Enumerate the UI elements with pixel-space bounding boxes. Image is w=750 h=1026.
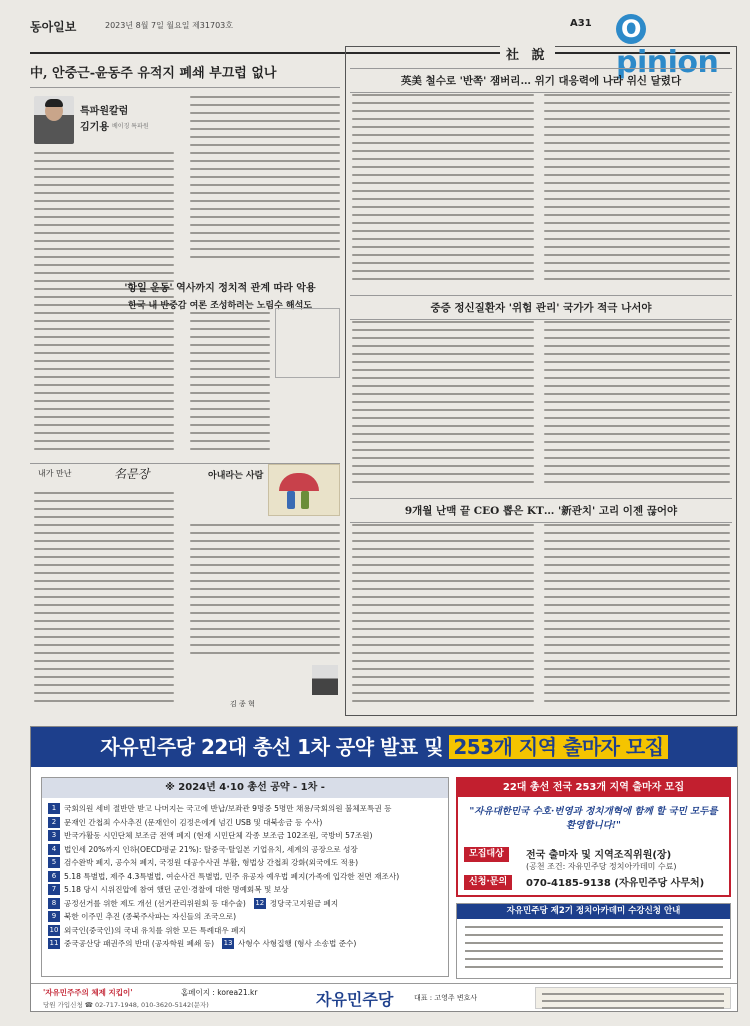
pledge-text: 외국인(중국인)의 국내 유치를 위한 모든 특례대우 폐지: [64, 925, 246, 935]
academy-box: [456, 903, 731, 979]
pledge-number: 12: [255, 898, 265, 907]
party-representative: 대표 : 고영주 변호사: [414, 994, 478, 1002]
column-tag: 특파원칼럼: [80, 106, 129, 117]
essay-author-photo: [312, 665, 338, 695]
recruit-box: [456, 777, 731, 897]
column-author-role: 베이징 특파원: [112, 123, 149, 130]
pledge-box-title: ※ 2024년 4·10 총선 공약 - 1차 -: [42, 778, 448, 798]
pledge-text: 5.18 특별법, 제주 4.3특별법, 여순사건 특별법, 민주 유공자 예우법 폐지(가족에 입각한 전면 재조사): [64, 871, 400, 881]
donation-notice: [535, 987, 731, 1009]
advertisement: [30, 726, 738, 1012]
column-title: 中, 안중근-윤동주 유적지 폐쇄 부끄럽 없나: [30, 62, 340, 88]
pledge-number: 2: [48, 817, 60, 828]
essay-author: 김 종 혁: [230, 700, 255, 708]
pledge-item: [48, 910, 444, 924]
pull-quote-line-1: '항일 운동' 역사까지 정치적 관계 따라 악용: [124, 283, 316, 294]
pledge-item: [48, 802, 444, 816]
pledge-number: 5: [48, 857, 60, 868]
pledge-text: 반국가활동 시민단체 보조금 전액 폐지 (현재 시민단체 각종 보조금 102조원, 국방비 57조원): [64, 831, 373, 841]
pledge-text: 검수완박 폐지, 공수처 폐지, 국정원 대공수사권 부활, 형법상 간첩죄 강화(외국에도 적용): [64, 858, 359, 868]
essay-body-text-2: [190, 524, 340, 660]
pledge-text: 국회의원 세비 절반만 받고 나머지는 국고에 반납/보좌관 9명중 5명만 채용/국회의원 불체포특권 등: [64, 804, 392, 814]
apply-phone: 070-4185-9138 (자유민주당 사무처): [526, 878, 705, 889]
column-body-text-3: [190, 312, 270, 458]
pledge-number: 4: [48, 844, 60, 855]
recruit-section: [456, 777, 731, 977]
pledge-number: 9: [48, 911, 60, 922]
pull-quote-line-2: 한국 내 반중감 여론 조성하려는 노림수 해석도: [128, 301, 312, 311]
party-logo: 자유민주당: [316, 990, 394, 1009]
editorial-title-3: 9개월 난맥 끝 CEO 뽑은 KT… '新관치' 고리 이젠 끊어야: [350, 498, 732, 523]
author-photo: [34, 96, 74, 144]
figure-illustration: [287, 491, 295, 509]
recruit-heading: 22대 총선 전국 253개 지역 출마자 모집: [458, 779, 729, 797]
pledge-text: 정당국고지원금 폐지: [269, 898, 339, 908]
column-sidebar-box: [275, 308, 340, 378]
editorial-1-text-a: [352, 94, 534, 290]
umbrella-illustration: [279, 473, 319, 491]
pledge-number: 3: [48, 830, 60, 841]
pledge-item: [48, 937, 444, 951]
column-author: 김기용: [80, 122, 109, 133]
editorial-3-text-a: [352, 524, 534, 710]
editorial-title-2: 중증 정신질환자 '위험 관리' 국가가 적극 나서야: [350, 295, 732, 320]
academy-heading: 자유민주당 제2기 정치아카데미 수강신청 안내: [457, 904, 730, 919]
pledge-number: 1: [48, 803, 60, 814]
pledge-list: [48, 802, 444, 951]
editorial-2-text-a: [352, 321, 534, 493]
column-body-text-2: [190, 96, 340, 271]
pledge-text: 문재인 간첩죄 수사추진 (문재인이 김정은에게 넘긴 USB 및 대북송금 등 수사): [64, 817, 323, 827]
party-slogan: '자유민주주의 체제 지킵이': [43, 988, 133, 997]
party-contact: 당원 가입신청 ☎ 02-717-1948, 010-3620-5142(문자): [43, 1001, 209, 1009]
essay-illustration: [268, 464, 340, 516]
section-initial: O: [616, 14, 646, 44]
pledge-number: 7: [48, 884, 60, 895]
pledge-number: 10: [49, 925, 59, 934]
target-condition: (공천 조건: 자유민주당 정치아카데미 수료): [526, 862, 677, 871]
pull-quote: [100, 279, 340, 311]
pledge-item: [48, 897, 444, 911]
editorial-label: 社 說: [500, 44, 555, 63]
editorial-1-text-b: [544, 94, 730, 290]
editorial-title-1: 英美 철수로 '반쪽' 잼버리… 위기 대응력에 나라 위신 달렸다: [350, 68, 732, 93]
pledge-number: 6: [48, 871, 60, 882]
pledge-item: [48, 883, 444, 897]
pledge-number: 8: [48, 898, 60, 909]
target-label: 모집대상: [464, 847, 509, 862]
issue-date: 2023년 8월 7일 월요일 제31703호: [105, 21, 233, 30]
ad-headline: [31, 727, 737, 767]
apply-label: 신청·문의: [464, 875, 512, 890]
pledge-item: [48, 924, 444, 938]
editorial-2-text-b: [544, 321, 730, 493]
academy-details-text: [465, 926, 723, 974]
editorial-3-text-b: [544, 524, 730, 710]
newspaper-logo: 동아일보: [30, 20, 77, 34]
target-value: 전국 출마자 및 지역조직위원(장): [526, 850, 672, 861]
pledge-item: [48, 829, 444, 843]
essay-body-text-1: [34, 492, 174, 710]
pledge-box: [41, 777, 449, 977]
figure-illustration: [301, 491, 309, 509]
essay-title: 아내라는 사람: [208, 471, 264, 481]
pledge-text: 5.18 당시 시위진압에 참여 했던 군인·경찰에 대한 명예회복 및 보상: [64, 885, 289, 895]
pledge-item: [48, 856, 444, 870]
pledge-text: 북한 이주민 추진 (종북주사파는 자신들의 조국으로): [64, 912, 237, 922]
essay-series-name: 名문장: [114, 467, 150, 481]
section-rest: pinion: [616, 45, 719, 80]
ad-footer: [31, 983, 737, 1011]
pledge-number: 13: [223, 939, 233, 948]
pledge-item: [48, 816, 444, 830]
page-number: A31: [570, 18, 592, 29]
essay-label: 내가 만난: [38, 469, 72, 478]
pledge-item: [48, 843, 444, 857]
pledge-text: 중국공산당 패권주의 반대 (공자학원 폐쇄 등): [64, 939, 215, 949]
pledge-text: 법인세 20%까지 인하(OECD평균 21%): 탈중국·탈일본 기업유치, 세계의 공장으로 성장: [64, 844, 358, 854]
pledge-number: 11: [49, 939, 59, 948]
pledge-text: 사형수 사형집행 (형사 소송법 준수): [238, 939, 357, 949]
ad-headline-highlight: 253개 지역 출마자 모집: [449, 735, 667, 759]
pledge-item: [48, 870, 444, 884]
ad-headline-main: 자유민주당 22대 총선 1차 공약 발표 및: [100, 735, 450, 759]
party-homepage: 홈페이지 : korea21.kr: [181, 988, 258, 997]
pledge-text: 공정선거를 위한 제도 개선 (선거관리위원회 등 대수술): [64, 898, 246, 908]
recruit-quote: "자유대한민국 수호·번영과 정치개혁에 함께 할 국민 모두를 환영합니다!": [469, 806, 718, 831]
